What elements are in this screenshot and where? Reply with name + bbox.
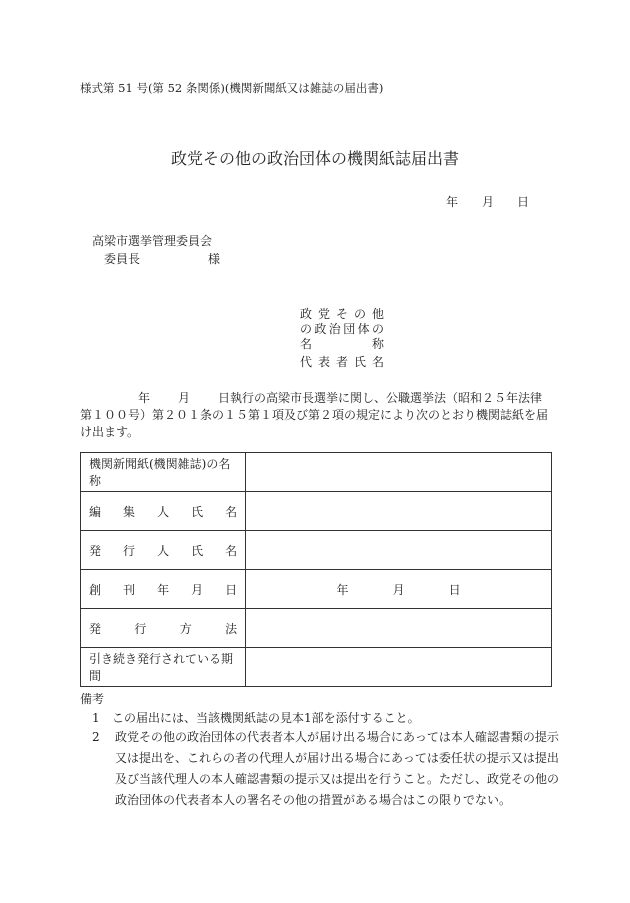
remarks-heading: 備考 xyxy=(80,692,105,706)
editor-name-field[interactable] xyxy=(246,492,552,531)
table-row xyxy=(81,648,552,687)
table-row xyxy=(81,609,552,648)
publication-method-field[interactable] xyxy=(246,609,552,648)
continuous-period-field[interactable] xyxy=(246,648,552,687)
recipient-chair: 委員長 xyxy=(104,252,141,266)
table-row xyxy=(81,453,552,492)
row-label-publication-name: 機関新聞紙(機関雑誌)の名称 xyxy=(81,453,246,492)
form-number: 様式第 51 号(第 52 条関係)(機関新聞紙又は雑誌の届出書) xyxy=(80,81,384,95)
table-row xyxy=(81,531,552,570)
row-label-continuous-period: 引き続き発行されている期間 xyxy=(81,648,246,687)
body-year-label: 年 xyxy=(138,391,151,405)
row-label-publisher-name: 発行人氏名 xyxy=(81,531,246,570)
recipient-organization: 高梁市選挙管理委員会 xyxy=(92,234,213,248)
party-name-label-line2: の政治団体の xyxy=(300,322,384,336)
date-year-label: 年 xyxy=(446,195,459,209)
row-label-first-issue-date: 創刊年月日 xyxy=(81,570,246,609)
publication-name-field[interactable] xyxy=(246,453,552,492)
date-month-label: 月 xyxy=(482,195,495,209)
party-name-label-line1: 政党その他 xyxy=(300,307,384,321)
representative-name-label: 代表者氏名 xyxy=(300,355,384,369)
first-issue-month-label: 月 xyxy=(392,582,405,597)
body-main-text: 日執行の高梁市長選挙に関し、公職選挙法（昭和２５年法律第１００号）第２０１条の１５第１項及び第２項の規定により次のとおり機関誌紙を届け出ます。 xyxy=(80,391,549,439)
first-issue-year-label: 年 xyxy=(336,582,349,597)
row-label-editor-name: 編集人氏名 xyxy=(81,492,246,531)
table-row xyxy=(81,570,552,609)
body-month-label: 月 xyxy=(178,391,191,405)
party-name-label-line3: 名称 xyxy=(300,337,384,351)
recipient-honorific: 様 xyxy=(208,252,221,266)
declaration-text xyxy=(80,390,553,441)
row-label-publication-method: 発行方法 xyxy=(81,609,246,648)
first-issue-date-field[interactable] xyxy=(246,570,552,609)
remark-item xyxy=(92,727,562,811)
remark-number: 1 xyxy=(92,711,100,725)
remark-text: 政党その他の政治団体の代表者本人が届け出る場合にあっては本人確認書類の提示又は提出を、これらの者の代理人が届け出る場合にあっては委任状の提示又は提出及び当該代理人の本人確認書類の提示又は提出を行うこと。ただし、政党その他の政治団体の代表者本人の署名その他の措置がある場合はこの限りでない。 xyxy=(115,730,560,807)
remark-item xyxy=(92,709,420,726)
table-row xyxy=(81,492,552,531)
remark-text: この届出には、当該機関紙誌の見本1部を添付すること。 xyxy=(112,711,420,725)
document-title: 政党その他の政治団体の機関紙誌届出書 xyxy=(170,149,459,168)
date-day-label: 日 xyxy=(517,195,530,209)
publisher-name-field[interactable] xyxy=(246,531,552,570)
first-issue-day-label: 日 xyxy=(448,582,461,597)
remark-number: 2 xyxy=(92,730,100,744)
newspaper-info-table xyxy=(80,452,552,687)
